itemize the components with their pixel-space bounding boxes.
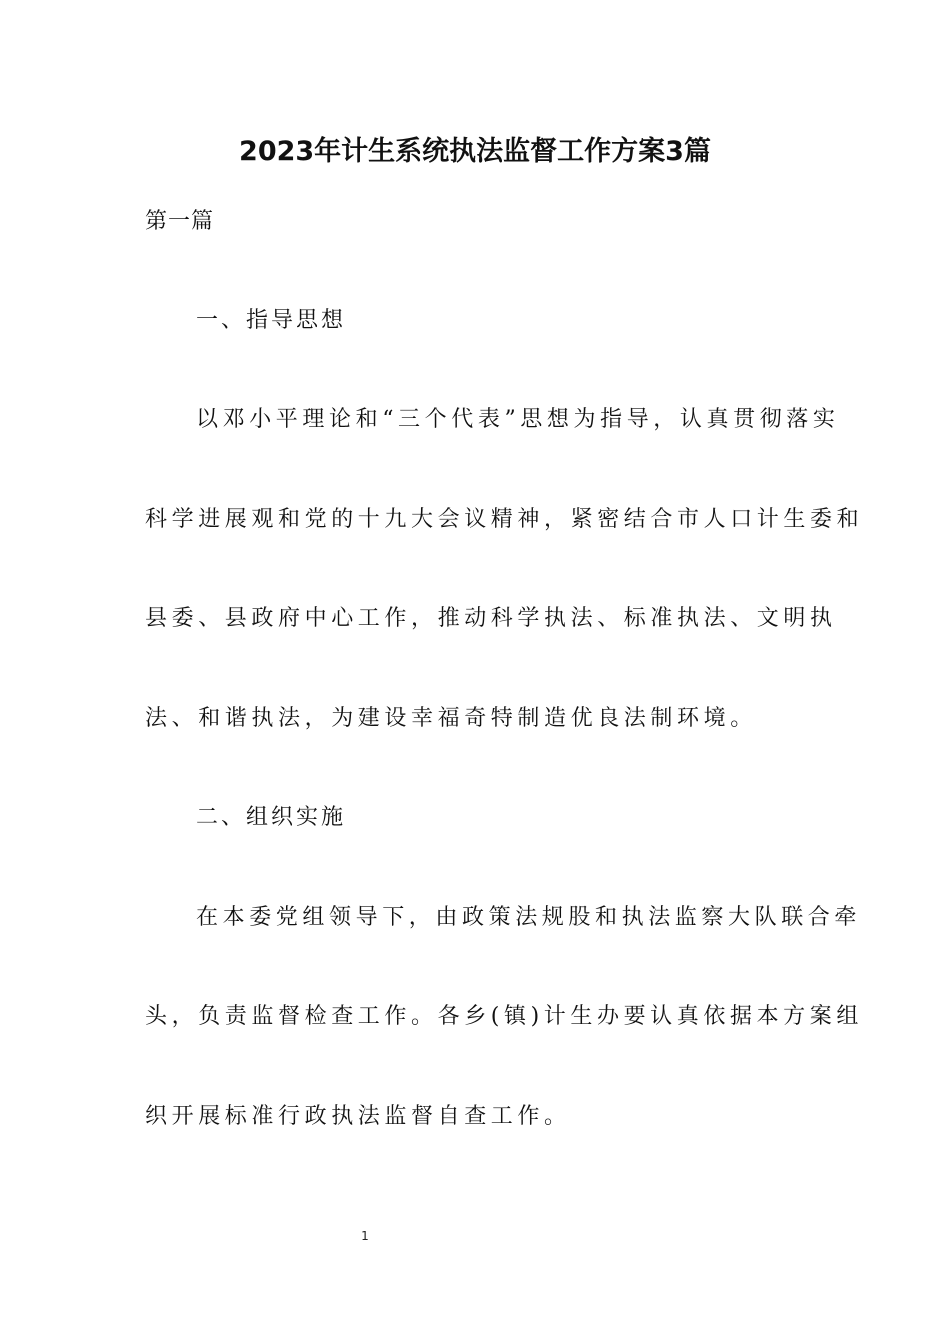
paragraph-2-line-1: 在本委党组领导下，由政策法规股和执法监察大队联合牵 [196, 905, 862, 930]
document-title: 2023年计生系统执法监督工作方案3篇 [239, 136, 711, 167]
heading-guiding-ideology: 一、指导思想 [196, 308, 347, 333]
section-label: 第一篇 [145, 209, 215, 234]
paragraph-1-line-3: 县委、县政府中心工作，推动科学执法、标准执法、文明执 [145, 606, 837, 631]
paragraph-2-line-3: 织开展标准行政执法监督自查工作。 [145, 1104, 571, 1129]
paragraph-2-line-2: 头，负责监督检查工作。各乡(镇)计生办要认真依据本方案组 [145, 1004, 863, 1029]
paragraph-1-line-4: 法、和谐执法，为建设幸福奇特制造优良法制环境。 [145, 706, 757, 731]
heading-organization: 二、组织实施 [196, 805, 347, 830]
paragraph-1-line-2: 科学进展观和党的十九大会议精神，紧密结合市人口计生委和 [145, 507, 864, 532]
page-number: 1 [361, 1229, 369, 1243]
paragraph-1-line-1: 以邓小平理论和“三个代表”思想为指导，认真贯彻落实 [196, 407, 840, 432]
